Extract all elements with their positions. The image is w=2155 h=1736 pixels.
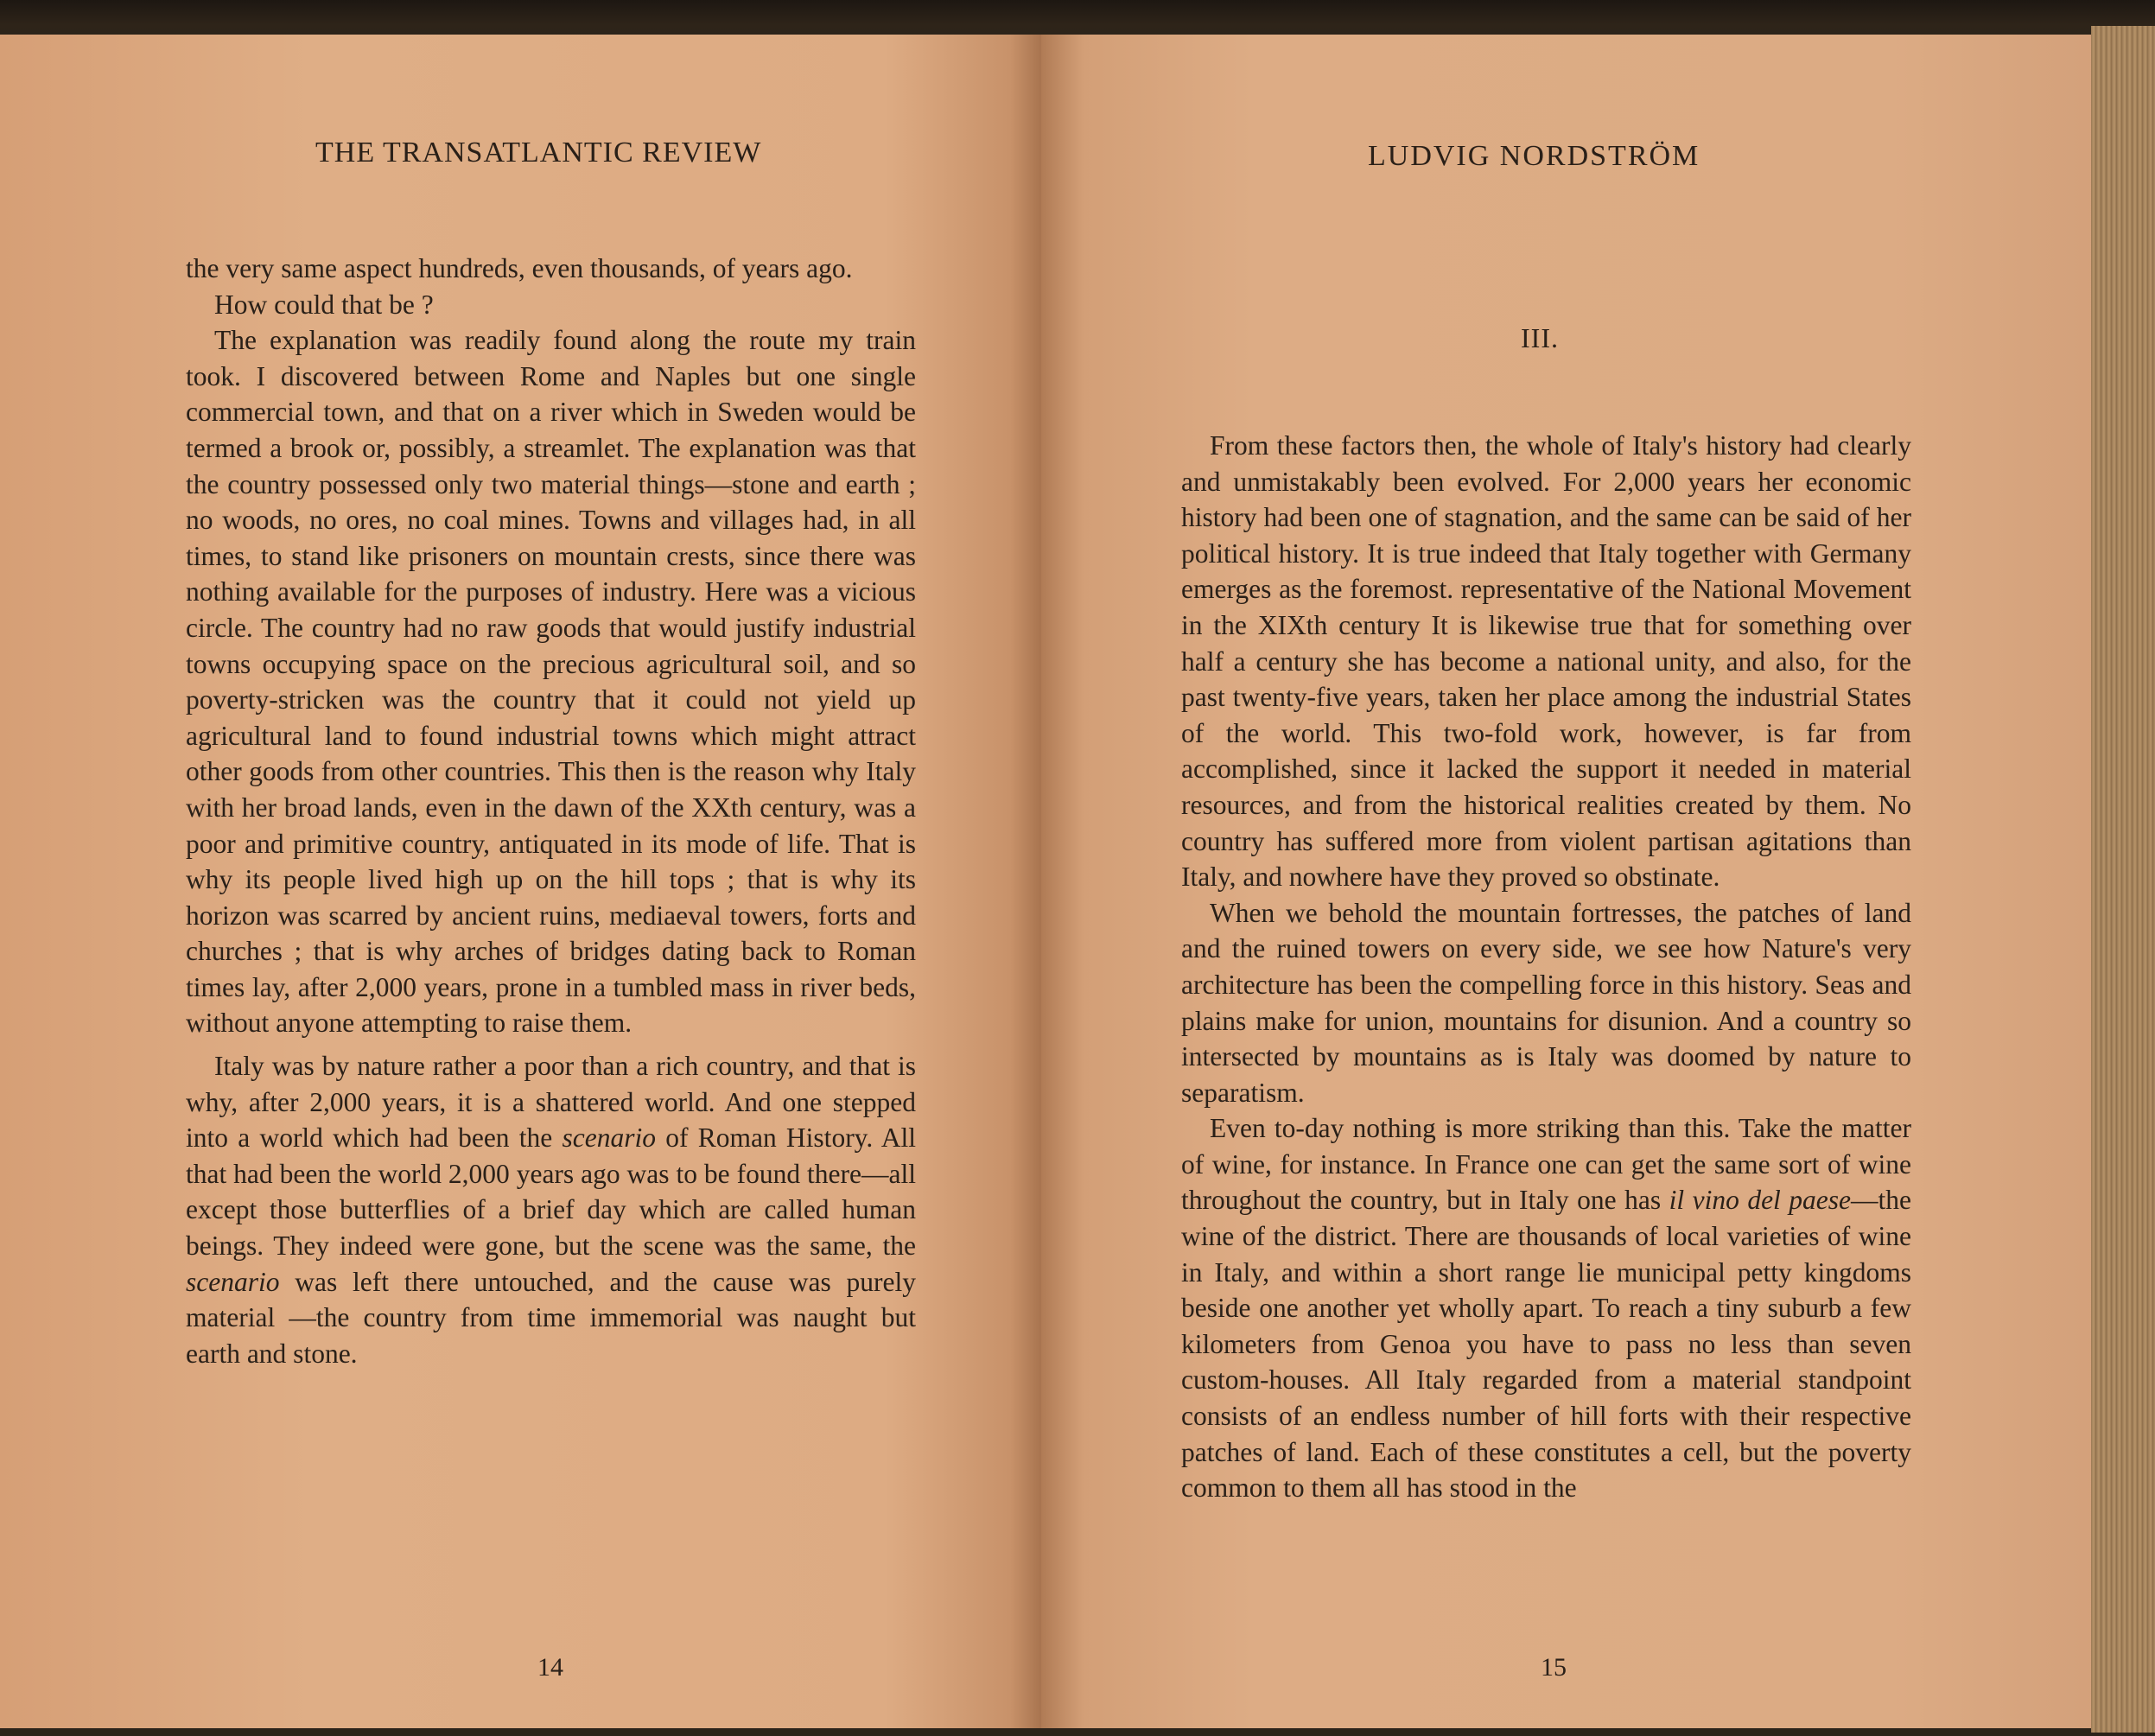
right-page: [1041, 35, 2104, 1728]
paragraph-4: [186, 1048, 916, 1371]
paragraph-4-part-3: was left there untouched, and the cause was purely material —the country from time immemorial was naught but earth and stone.: [186, 1266, 916, 1369]
paragraph-4-part-2: of Roman History. All that had been the world 2,000 years ago was to be found there—all except those butterflies of a brief day which are called human beings. They indeed were gone, but the scene was the same, the: [186, 1122, 917, 1262]
paragraph-2: When we behold the mountain fortresses, the patches of land and the ruined towers on every side, we see how Nature's very architecture has been the compelling force in this history. Seas and plains make for union, mountains for disunion. And a country so intersected by mountains as is Italy was doomed by nature to separatism.: [1181, 897, 1911, 1108]
paragraph-3-part-1: Even to-day nothing is more striking than this. Take the matter of wine, for instance. In France one can get the same sort of wine throughout the country, but in Italy one has: [1181, 1113, 1911, 1216]
section-number: III.: [1521, 322, 1559, 353]
running-head-left: THE TRANSATLANTIC REVIEW: [315, 137, 762, 169]
page-edges: [2091, 26, 2155, 1733]
paragraph-3-part-2: —the wine of the district. There are thousands of local varieties of wine in Italy, and within a short range lie municipal petty kingdoms beside one another yet wholly apart. To reach a tiny suburb a few kilometers from Genoa you have to pass no less than seven custom-houses. All Italy regarded from a material standpoint consists of an endless number of hill forts with their respective patches of land. Each of these constitutes a cell, but the poverty common to them all has stood in the: [1181, 1185, 1911, 1504]
paragraph-1: From these factors then, the whole of Italy's history had clearly and unmistakably been evolved. For 2,000 years her economic history had been one of stagnation, and the same can be said of her political history. It is true indeed that Italy together with Germany emerges as the foremost. representative of the National Movement in the XIXth century It is likewise true that for something over half a century she has become a national unity, and also, for the past twenty-five years, taken her place among the industrial States of the world. This two-fold work, however, is far from accomplished, since it lacked the support it needed in material resources, and from the historical realities created by them. No country has suffered more from violent partisan agitations than Italy, and nowhere have they proved so obstinate.: [1181, 430, 1911, 893]
running-head-right: LUDVIG NORDSTRÖM: [1368, 140, 1700, 172]
left-page: [0, 35, 1041, 1728]
page-number-right: 15: [1541, 1653, 1567, 1682]
paragraph-4-italic-1: scenario: [562, 1122, 656, 1154]
paragraph-4-part-1: Italy was by nature rather a poor than a rich country, and that is why, after 2,000 years, it is a shattered world. And one stepped into a world which had been the: [186, 1051, 916, 1154]
paragraph-4-italic-2: scenario: [186, 1266, 280, 1297]
paragraph-3-italic-1: il vino del paese: [1669, 1185, 1852, 1216]
right-page-text: [1181, 428, 1911, 1506]
paragraph-3: [1181, 1110, 1911, 1506]
left-page-text: [186, 251, 916, 1371]
page-number-left: 14: [537, 1653, 563, 1682]
paragraph-3: The explanation was readily found along the route my train took. I discovered between Rome and Naples but one single commercial town, and that on a river which in Sweden would be termed a brook or, possibly, a streamlet. The explanation was that the country possessed only two material things—stone and earth ; no woods, no ores, no coal mines. Towns and villages had, in all times, to stand like prisoners on mountain crests, since there was nothing available for the purposes of industry. Here was a vicious circle. The country had no raw goods that would justify industrial towns occupying space on the precious agricultural soil, and so poverty-stricken was the country that it could not yield up agricultural land to found industrial towns which might attract other goods from other countries. This then is the reason why Italy with her broad lands, even in the dawn of the XXth century, was a poor and primitive country, antiquated in its mode of life. That is why its people lived high up on the hill tops ; that is why its horizon was scarred by ancient ruins, mediaeval towers, forts and churches ; that is why arches of bridges dating back to Roman times lay, after 2,000 years, prone in a tumbled mass in river beds, without anyone attempting to raise them.: [186, 325, 916, 1039]
paragraph-1: the very same aspect hundreds, even thousands, of years ago.: [186, 253, 853, 283]
paragraph-2: How could that be ?: [214, 289, 434, 320]
